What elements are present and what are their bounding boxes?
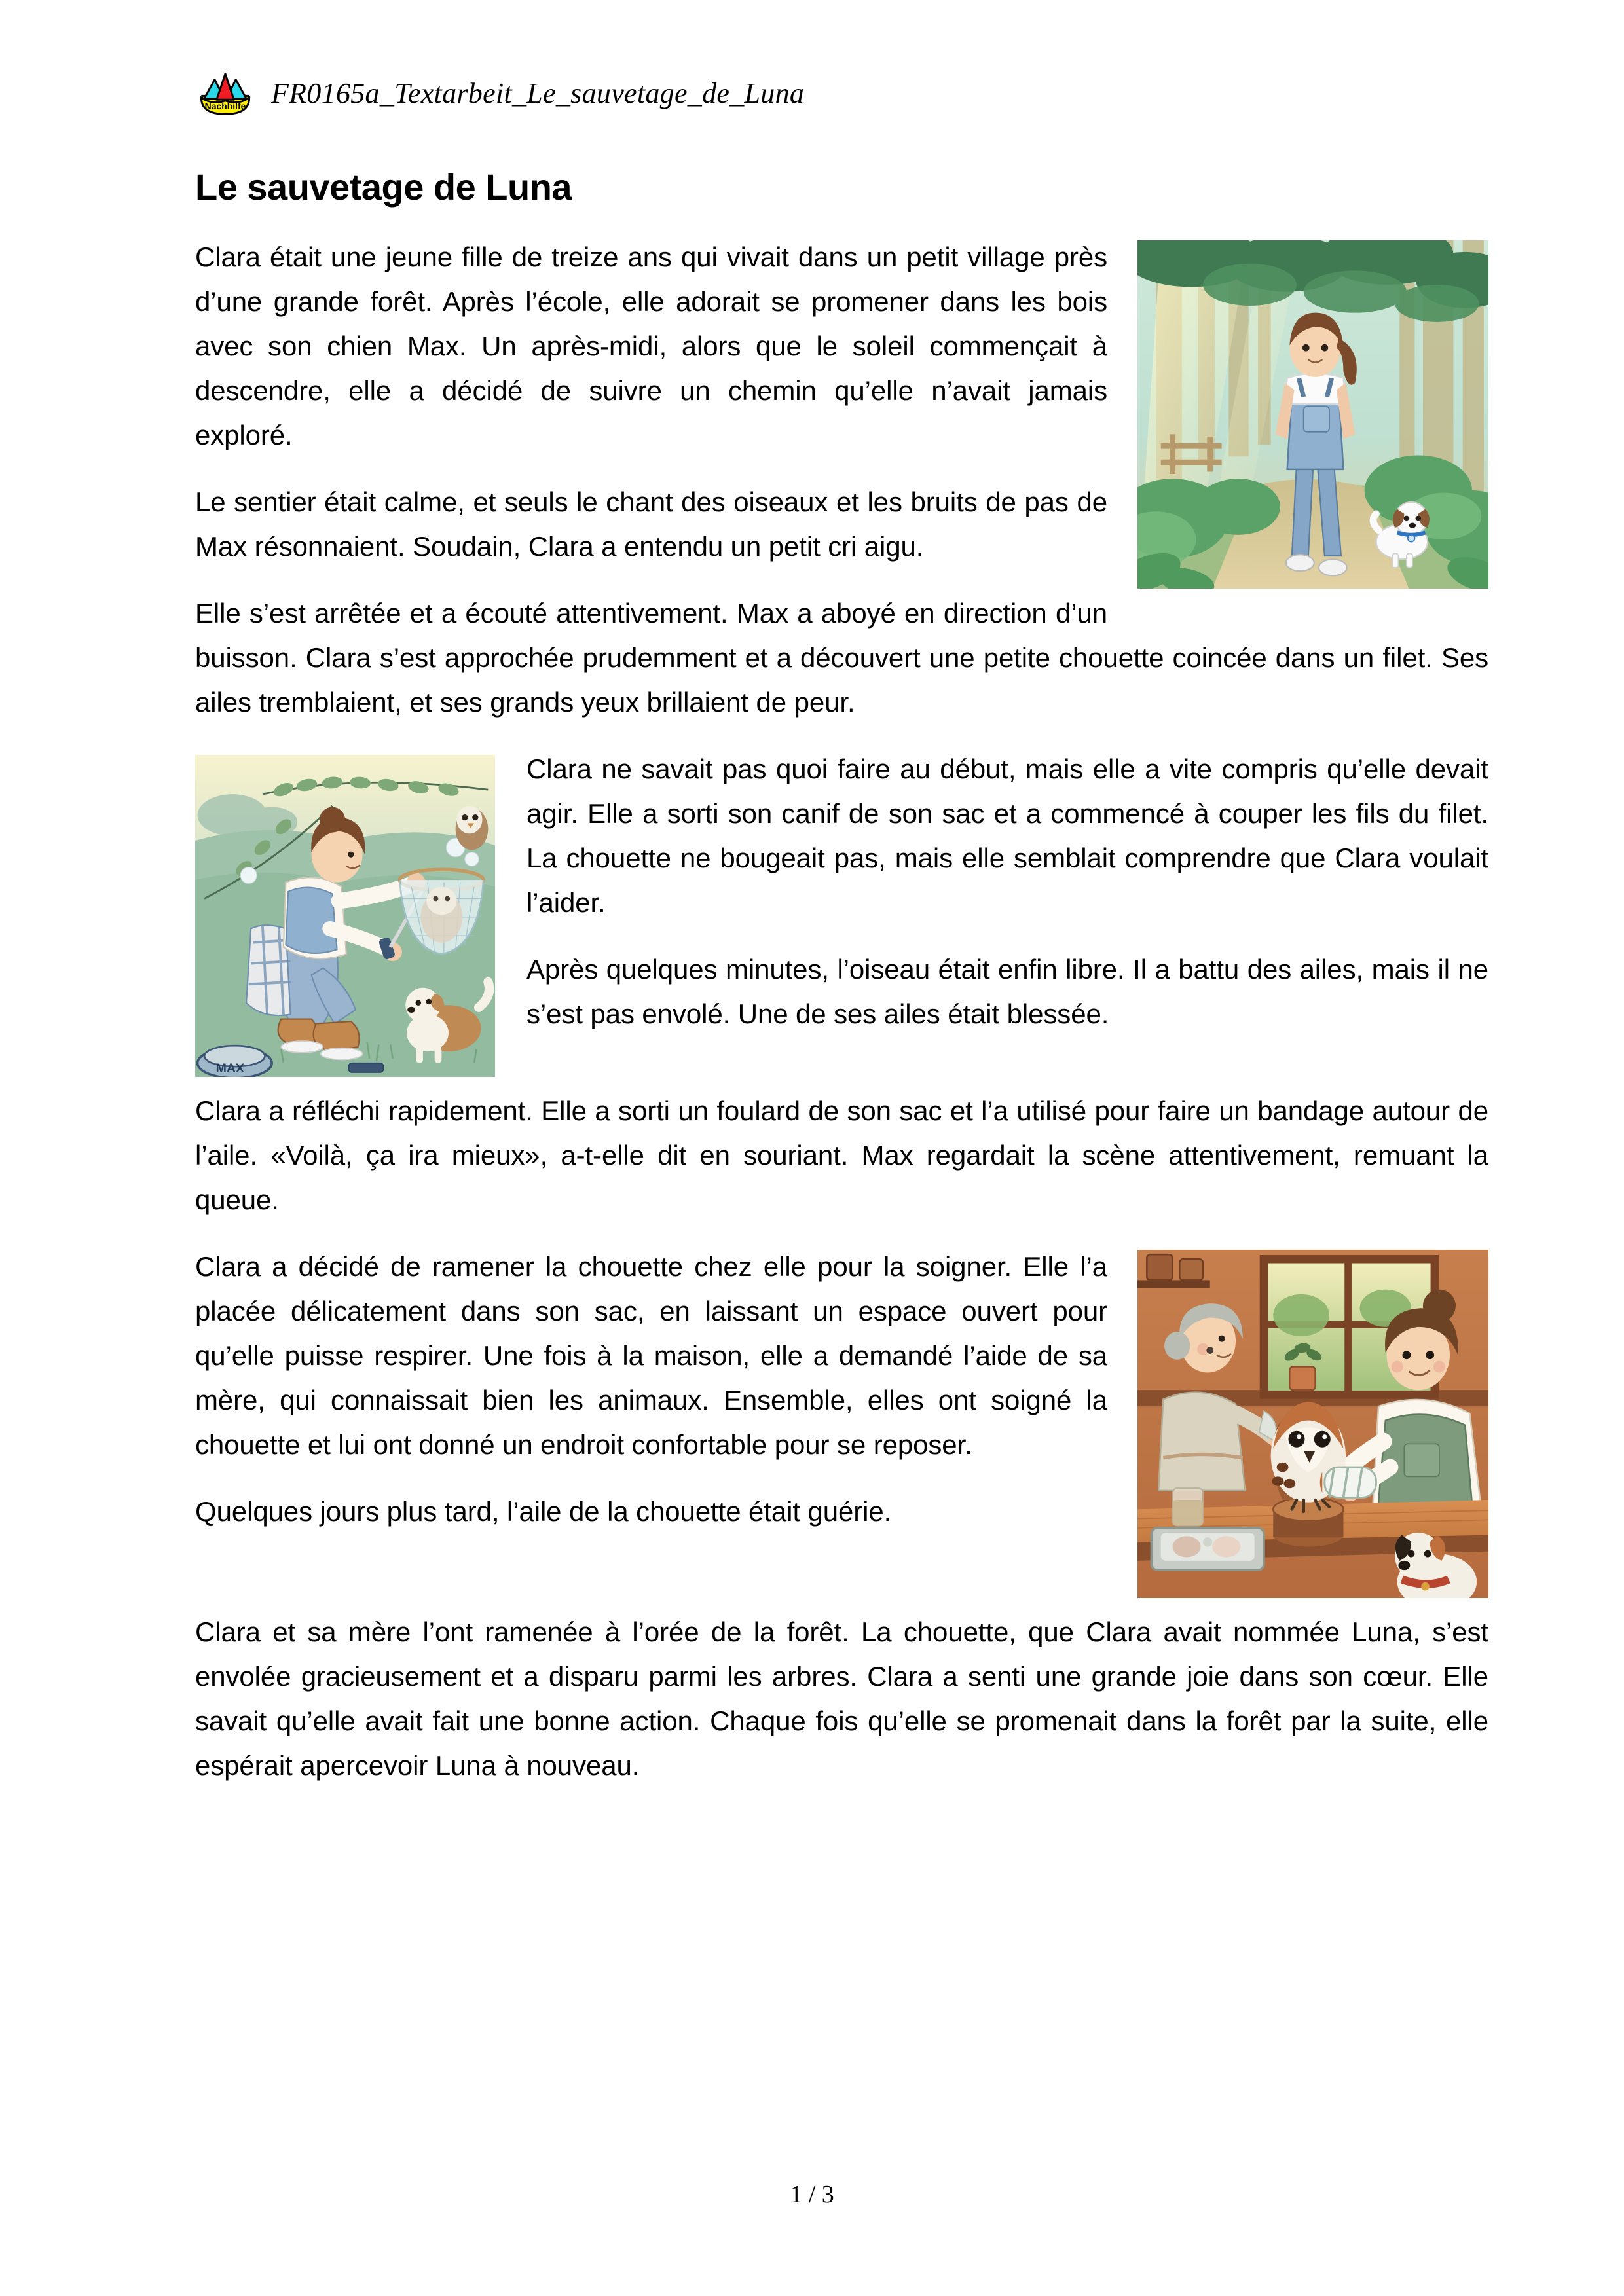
nachhilfe-logo-icon [196, 69, 254, 117]
paragraph-4: Clara ne savait pas quoi faire au début, mais elle a vite compris qu’elle devait agir. Elle a sorti son canif de son sac et a commencé à couper les fils du filet. La chouette ne bougeait pas, mais elle semblait comprendre que Clara voulait l’aider. [526, 753, 1488, 918]
page-header [196, 69, 804, 117]
paragraph-1: Clara était une jeune fille de treize ans qui vivait dans un petit village près d’une grande forêt. Après l’école, elle adorait se promener dans les bois avec son chien Max. Un après-midi, alors que le soleil commençait à descendre, elle a décidé de suivre un chemin qu’elle n’avait jamais exploré. [195, 241, 1107, 450]
header-document-filename: FR0165a_Textarbeit_Le_sauvetage_de_Luna [271, 77, 805, 109]
girl-walking-dog-in-forest-illustration [1137, 240, 1488, 589]
paragraph-2: Le sentier était calme, et seuls le chant des oiseaux et les bruits de pas de Max résonnaient. Soudain, Clara a entendu un petit cri aigu. [195, 486, 1107, 562]
paragraph-6: Clara a réfléchi rapidement. Elle a sorti un foulard de son sac et l’a utilisé pour faire un bandage autour de l’aile. «Voilà, ça ira mieux», a-t-elle dit en souriant. Max regardait la scène attentivement, remuant la queue. [195, 1095, 1488, 1215]
page-title: Le sauvetage de Luna [195, 166, 572, 208]
dog-bowl-label: MAX [215, 1061, 244, 1076]
svg-text:Nachhilfe: Nachhilfe [204, 100, 246, 111]
document-body [195, 167, 1488, 1788]
mother-and-girl-bandaging-owl-illustration [1137, 1250, 1488, 1598]
page-number-indicator: 1 / 3 [790, 2181, 834, 2208]
paragraph-8: Quelques jours plus tard, l’aile de la chouette était guérie. [195, 1496, 892, 1527]
page-footer [0, 2180, 1624, 2209]
paragraph-9: Clara et sa mère l’ont ramenée à l’orée de la forêt. La chouette, que Clara avait nommée Luna, s’est envolée gracieusement et a disparu parmi les arbres. Clara a senti une grande joie dans son cœur. Elle savait qu’elle avait fait une bonne action. Chaque fois qu’elle se promenait dans la forêt par la suite, elle espérait apercevoir Luna à nouveau. [195, 1616, 1488, 1781]
paragraph-7: Clara a décidé de ramener la chouette chez elle pour la soigner. Elle l’a placée délicatement dans son sac, en laissant un espace ouvert pour qu’elle puisse respirer. Une fois à la maison, elle a demandé l’aide de sa mère, qui connaissait bien les animaux. Ensemble, elles ont soigné la chouette et lui ont donné un endroit confortable pour se reposer. [195, 1251, 1107, 1461]
girl-with-net-and-owl-illustration [195, 755, 495, 1077]
paragraph-3: Elle s’est arrêtée et a écouté attentivement. Max a aboyé en direction d’un buisson. Clara s’est approchée prudemment et a découvert une petite chouette coincée dans un filet. Ses ailes tremblaient, et ses grands yeux brillaient de peur. [195, 597, 1488, 718]
paragraph-5: Après quelques minutes, l’oiseau était enfin libre. Il a battu des ailes, mais il ne s’est pas envolé. Une de ses ailes était blessée. [526, 954, 1488, 1030]
